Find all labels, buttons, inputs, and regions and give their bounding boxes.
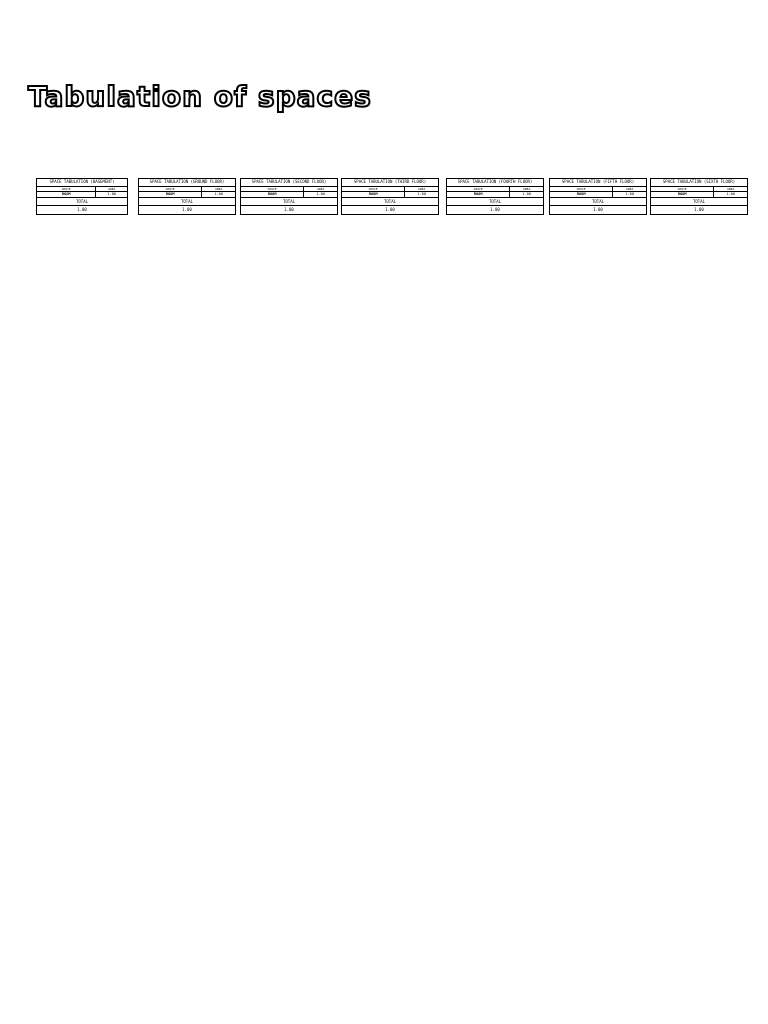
table-title: SPACE TABULATION (FIFTH FLOOR) (550, 179, 646, 187)
space-name-cell: ROOM (139, 192, 202, 197)
space-column-header: SPACE (447, 187, 510, 191)
total-value: 1.00 (385, 207, 395, 212)
area-value-cell: 1.00 (316, 192, 326, 196)
space-column-header: SPACE (241, 187, 304, 191)
total-label: TOTAL (591, 199, 605, 204)
area-column-header: AREA (418, 187, 426, 191)
space-column-header: SPACE (342, 187, 405, 191)
total-label: TOTAL (692, 199, 706, 204)
total-value: 1.00 (593, 207, 603, 212)
total-label: TOTAL (488, 199, 502, 204)
total-value: 1.00 (182, 207, 192, 212)
table-title: SPACE TABULATION (THIRD FLOOR) (342, 179, 438, 187)
table-title: SPACE TABULATION (SECOND FLOOR) (241, 179, 337, 187)
total-label: TOTAL (383, 199, 397, 204)
area-value-cell: 1.00 (522, 192, 532, 196)
space-table (138, 178, 236, 215)
space-table (341, 178, 439, 215)
space-column-header: SPACE (37, 187, 96, 191)
area-column-header: AREA (727, 187, 735, 191)
total-row (241, 198, 337, 206)
area-column-header: AREA (108, 187, 116, 191)
space-name-cell: ROOM (651, 192, 714, 197)
table-title: SPACE TABULATION (GROUND FLOOR) (139, 179, 235, 187)
table-title: SPACE TABULATION (FOURTH FLOOR) (447, 179, 543, 187)
area-column-header: AREA (626, 187, 634, 191)
space-name-cell: ROOM (342, 192, 405, 197)
total-row (550, 198, 646, 206)
space-name-cell: ROOM (447, 192, 510, 197)
space-name-cell: ROOM (550, 192, 613, 197)
space-table (446, 178, 544, 215)
space-column-header: SPACE (550, 187, 613, 191)
area-value-cell: 1.00 (625, 192, 635, 196)
total-value: 1.00 (694, 207, 704, 212)
space-name-cell: ROOM (37, 192, 96, 197)
area-value-cell: 1.00 (726, 192, 736, 196)
space-name-cell: ROOM (241, 192, 304, 197)
space-column-header: SPACE (651, 187, 714, 191)
area-column-header: AREA (215, 187, 223, 191)
page-title: Tabulation of spaces (28, 80, 372, 113)
total-value: 1.00 (284, 207, 294, 212)
area-value-cell: 1.00 (417, 192, 427, 196)
area-column-header: AREA (523, 187, 531, 191)
total-row (37, 198, 127, 206)
total-label: TOTAL (282, 199, 296, 204)
total-row (342, 198, 438, 206)
area-value-cell: 1.00 (214, 192, 224, 196)
space-table (36, 178, 128, 215)
space-table (549, 178, 647, 215)
total-label: TOTAL (180, 199, 194, 204)
total-value: 1.00 (77, 207, 87, 212)
space-table (240, 178, 338, 215)
space-column-header: SPACE (139, 187, 202, 191)
total-row (651, 198, 747, 206)
area-column-header: AREA (317, 187, 325, 191)
table-title: SPACE TABULATION (BASEMENT) (37, 179, 127, 187)
area-value-cell: 1.00 (107, 192, 117, 196)
total-label: TOTAL (75, 199, 89, 204)
total-row (139, 198, 235, 206)
total-row (447, 198, 543, 206)
table-title: SPACE TABULATION (SIXTH FLOOR) (651, 179, 747, 187)
total-value: 1.00 (490, 207, 500, 212)
space-table (650, 178, 748, 215)
